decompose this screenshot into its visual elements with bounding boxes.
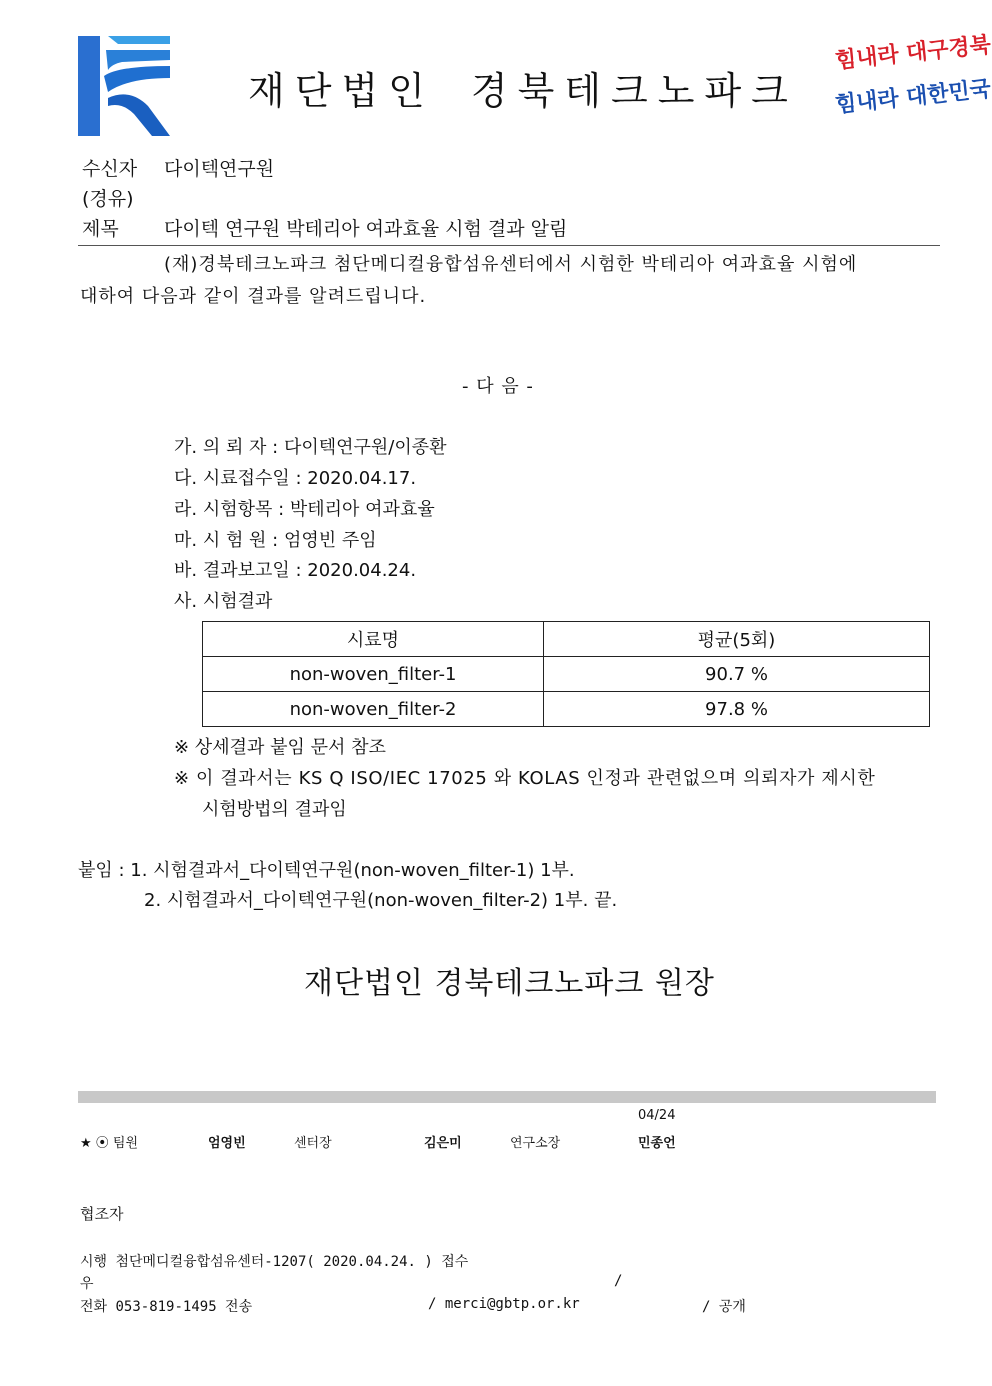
item-test-results: 사. 시험결과 xyxy=(174,591,273,612)
postal-slash: / xyxy=(614,1273,623,1289)
header-average: 평균(5회) xyxy=(544,622,930,657)
table-row xyxy=(203,692,930,727)
item-receipt-date: 다. 시료접수일 : 2020.04.17. xyxy=(174,468,417,489)
item-tester: 마. 시 험 원 : 엄영빈 주임 xyxy=(174,530,377,551)
average-cell: 90.7 % xyxy=(544,657,930,692)
via-label: (경유) xyxy=(82,188,134,210)
header-divider xyxy=(78,245,940,246)
note-attached-details: ※ 상세결과 붙임 문서 참조 xyxy=(174,737,386,758)
section-heading: - 다 음 - xyxy=(462,376,534,397)
body-line-2: 대하여 다음과 같이 결과를 알려드립니다. xyxy=(80,286,427,307)
approval-member-name: 엄영빈 xyxy=(208,1136,246,1151)
subject-value: 다이텍 연구원 박테리아 여과효율 시험 결과 알림 xyxy=(164,218,568,240)
sample-name-cell: non-woven_filter-1 xyxy=(203,657,544,692)
slogan-line-2: 힘내라 대한민국 xyxy=(834,76,992,118)
approval-director-label: 연구소장 xyxy=(510,1136,561,1151)
note-disclaimer-cont: 시험방법의 결과임 xyxy=(202,799,347,820)
item-report-date: 바. 결과보고일 : 2020.04.24. xyxy=(174,560,417,581)
approval-director-name: 민종언 xyxy=(638,1136,676,1151)
email-line: / merci@gbtp.or.kr xyxy=(428,1296,580,1312)
execution-line: 시행 첨단메디컬융합섬유센터-1207( 2020.04.24. ) 접수 xyxy=(80,1254,469,1270)
org-title: 재단법인 경북테크노파크 xyxy=(248,69,798,113)
note-disclaimer: ※ 이 결과서는 KS Q ISO/IEC 17025 와 KOLAS 인정과 관련없으며 의뢰자가 제시한 xyxy=(174,768,876,789)
gbtp-logo xyxy=(78,36,170,136)
body-line-1: (재)경북테크노파크 첨단메디컬융합섬유센터에서 시험한 박테리아 여과효율 시험에 xyxy=(164,254,858,275)
results-table xyxy=(202,621,930,727)
slogan-line-1: 힘내라 대구경북 xyxy=(834,32,992,74)
footer-date: 04/24 xyxy=(638,1108,676,1123)
recipient-label: 수신자 xyxy=(82,158,138,180)
approval-member-label: ★ ⦿ 팀원 xyxy=(80,1136,139,1151)
table-header-row xyxy=(203,622,930,657)
attachment-line-1: 붙임 : 1. 시험결과서_다이텍연구원(non-woven_filter-1) 1부. xyxy=(78,860,575,881)
signatory: 재단법인 경북테크노파크 원장 xyxy=(304,966,715,1001)
approval-center-head-name: 김은미 xyxy=(424,1136,462,1151)
sample-name-cell: non-woven_filter-2 xyxy=(203,692,544,727)
postal-label: 우 xyxy=(80,1276,94,1292)
public-line: / 공개 xyxy=(702,1299,746,1315)
recipient-value: 다이텍연구원 xyxy=(164,158,275,180)
item-requester: 가. 의 뢰 자 : 다이텍연구원/이종환 xyxy=(174,437,447,458)
phone-line: 전화 053-819-1495 전송 xyxy=(80,1299,253,1315)
footer-bar xyxy=(78,1091,936,1103)
attachment-line-2: 2. 시험결과서_다이텍연구원(non-woven_filter-2) 1부. 끝. xyxy=(144,890,618,911)
cooperator-label: 협조자 xyxy=(80,1205,124,1223)
table-row xyxy=(203,657,930,692)
approval-center-head-label: 센터장 xyxy=(294,1136,332,1151)
average-cell: 97.8 % xyxy=(544,692,930,727)
subject-label: 제목 xyxy=(82,218,119,240)
item-test-subject: 라. 시험항목 : 박테리아 여과효율 xyxy=(174,499,435,520)
slogan-calligraphy xyxy=(830,32,992,140)
header-sample-name: 시료명 xyxy=(203,622,544,657)
